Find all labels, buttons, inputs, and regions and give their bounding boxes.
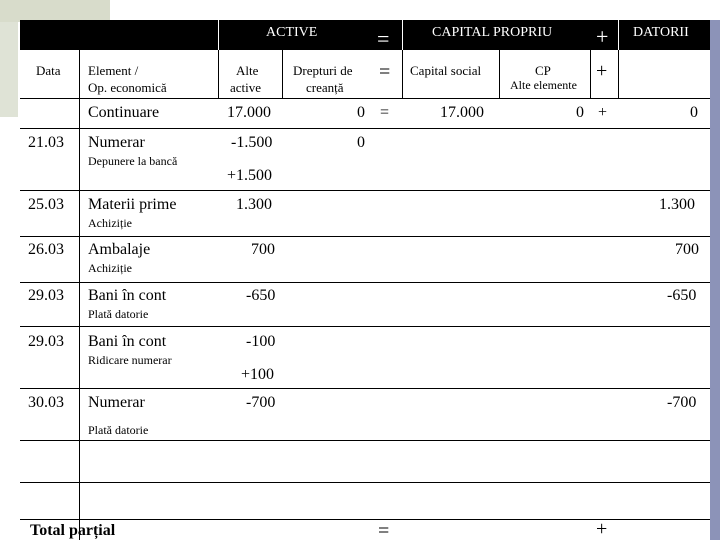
- row-cp: 0: [576, 104, 584, 121]
- row-date: 21.03: [28, 134, 64, 151]
- row-note: Plată datorie: [88, 423, 149, 437]
- grid-hline: [20, 482, 710, 483]
- row-date: 30.03: [28, 394, 64, 411]
- grid-hline: [20, 98, 710, 99]
- footer-equals-sign: =: [378, 520, 390, 542]
- grid-hline: [20, 128, 710, 129]
- row-date: 26.03: [28, 241, 64, 258]
- row-datorii: 0: [690, 104, 698, 121]
- row-datorii: 700: [675, 241, 699, 258]
- row-element: Numerar: [88, 134, 145, 151]
- grid-vline: [590, 50, 591, 98]
- grid-vline: [282, 50, 283, 98]
- header-plus-sign: +: [596, 24, 609, 49]
- frame-shadow: [710, 20, 720, 540]
- row-element: Materii prime: [88, 196, 177, 213]
- grid-hline: [20, 236, 710, 237]
- decorative-stamp-edge: [0, 22, 18, 117]
- grid-hline: [20, 440, 710, 441]
- row-element: Bani în cont: [88, 287, 167, 304]
- column-plus-sign: +: [596, 60, 608, 82]
- row-alte-active: 17.000: [227, 104, 271, 121]
- row-note: Ridicare numerar: [88, 353, 172, 367]
- row-element: Numerar: [88, 394, 145, 411]
- row-alte-active: -700: [246, 394, 276, 411]
- row-extra: +100: [241, 366, 275, 383]
- header-active: ACTIVE: [266, 25, 318, 40]
- row-date: 25.03: [28, 196, 64, 213]
- row-extra: +1.500: [227, 167, 273, 184]
- grid-vline: [218, 50, 219, 98]
- row-note: Depunere la bancă: [88, 154, 178, 168]
- column-alte-elemente: Alte elemente: [510, 78, 577, 92]
- footer-plus-sign: +: [596, 518, 608, 540]
- grid-vline: [499, 50, 500, 98]
- header-datorii: DATORII: [633, 25, 689, 40]
- row-datorii: -650: [667, 287, 697, 304]
- column-drepturi-sub: creanță: [306, 80, 344, 95]
- column-element-sub: Op. economică: [88, 80, 167, 95]
- row-drepturi: 0: [357, 104, 365, 121]
- total-partial-label: Total parțial: [30, 522, 116, 539]
- row-equals-sign: =: [380, 104, 390, 121]
- grid-hline: [20, 388, 710, 389]
- row-date: 29.03: [28, 333, 64, 350]
- header-capital-propriu: CAPITAL PROPRIU: [432, 25, 553, 40]
- row-date: 29.03: [28, 287, 64, 304]
- grid-vline-header: [218, 20, 219, 50]
- row-drepturi: 0: [357, 134, 365, 151]
- column-alte-active-sub: active: [230, 80, 262, 95]
- row-alte-active: -1.500: [231, 134, 273, 151]
- grid-vline: [402, 50, 403, 98]
- row-note: Plată datorie: [88, 307, 149, 321]
- grid-vline: [618, 50, 619, 98]
- row-alte-active: 700: [251, 241, 275, 258]
- grid-vline-header: [402, 20, 403, 50]
- column-cp: CP: [535, 63, 551, 78]
- row-element: Continuare: [88, 104, 160, 121]
- row-alte-active: -650: [246, 287, 276, 304]
- header-equals-sign: =: [377, 26, 390, 51]
- grid-vline-header: [618, 20, 619, 50]
- column-drepturi: Drepturi de: [293, 63, 353, 78]
- column-alte-active: Alte: [236, 63, 259, 78]
- decorative-stamp: [0, 0, 110, 22]
- row-datorii: -700: [667, 394, 697, 411]
- row-capital-social: 17.000: [440, 104, 484, 121]
- column-element: Element /: [88, 63, 139, 78]
- row-plus-sign: +: [598, 104, 608, 121]
- grid-vline: [79, 50, 80, 540]
- column-equals-sign: =: [379, 61, 391, 83]
- column-capital-social: Capital social: [410, 63, 482, 78]
- row-note: Achiziție: [88, 216, 132, 230]
- row-element: Ambalaje: [88, 241, 151, 258]
- row-alte-active: -100: [246, 333, 276, 350]
- row-alte-active: 1.300: [236, 196, 272, 213]
- row-note: Achiziție: [88, 261, 132, 275]
- row-element: Bani în cont: [88, 333, 167, 350]
- grid-hline: [20, 190, 710, 191]
- grid-hline: [20, 282, 710, 283]
- grid-hline: [20, 326, 710, 327]
- column-data: Data: [36, 63, 61, 78]
- row-datorii: 1.300: [659, 196, 695, 213]
